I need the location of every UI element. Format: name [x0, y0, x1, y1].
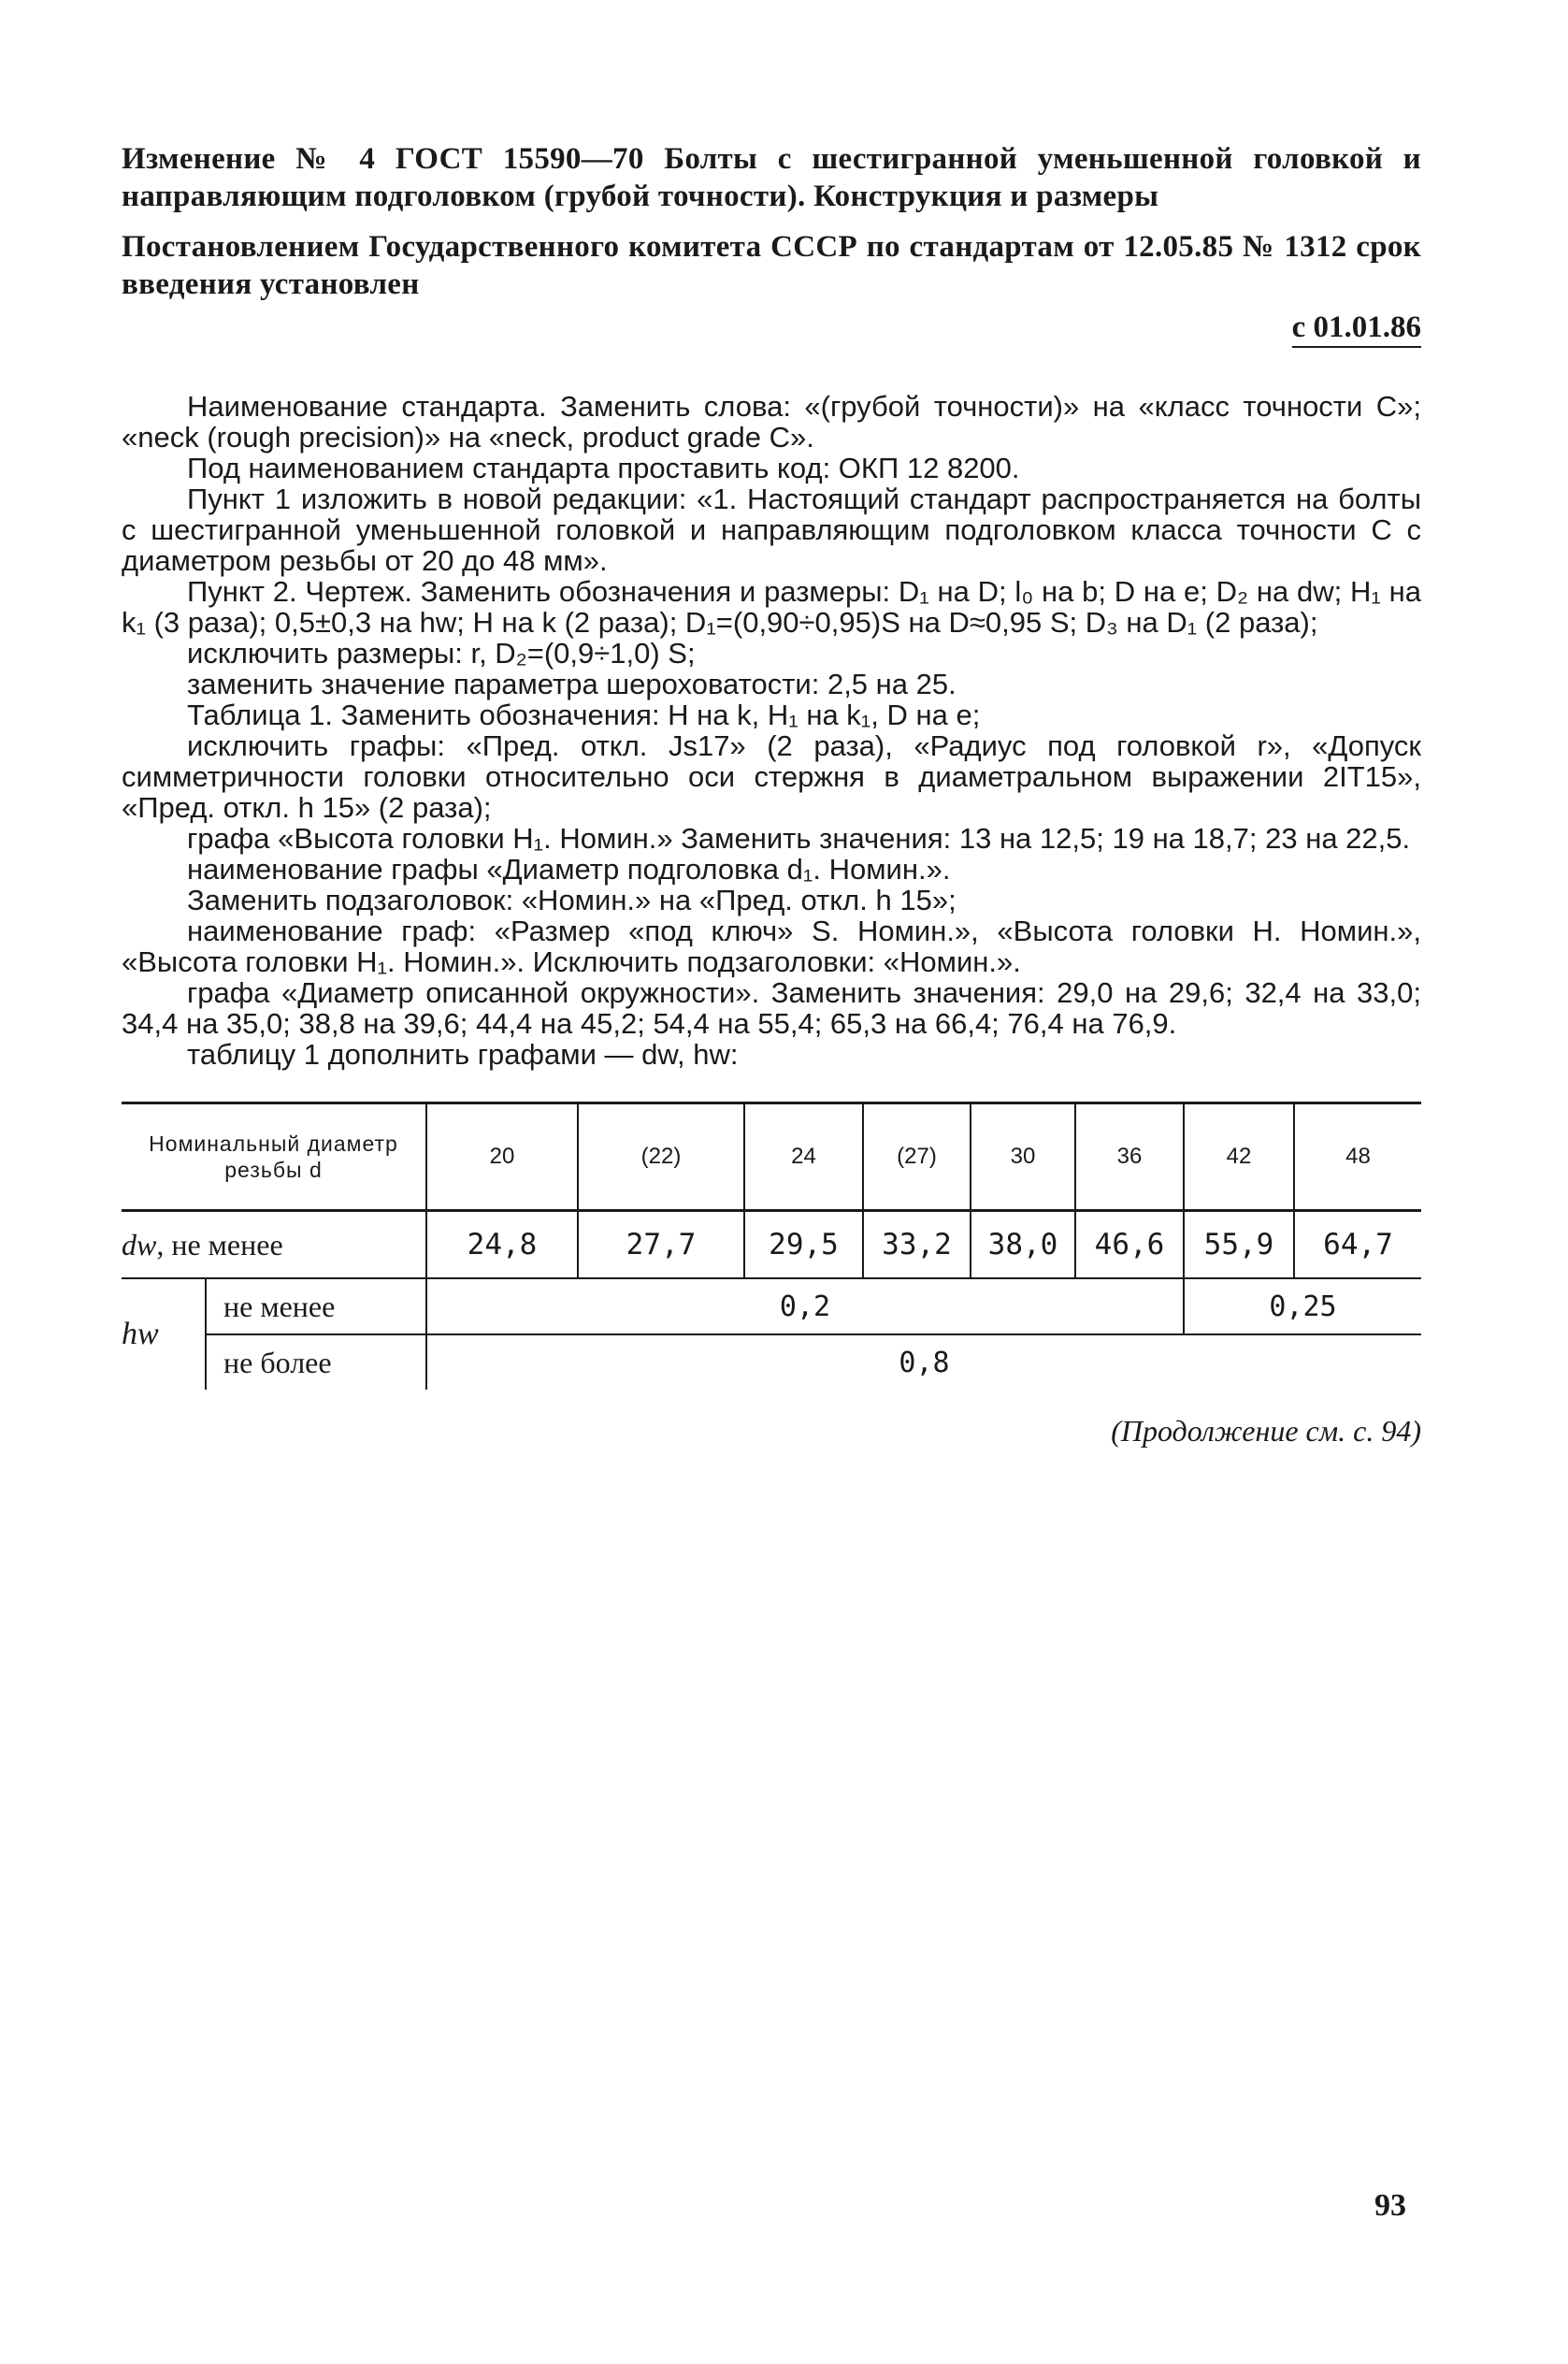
header-cell-diameter: 24	[744, 1103, 863, 1211]
header-cell-diameter: 36	[1075, 1103, 1184, 1211]
dimensions-table-wrapper	[122, 1102, 1421, 1390]
paragraph: таблицу 1 дополнить графами — dw, hw:	[187, 1038, 739, 1071]
header-cell-diameter: 30	[971, 1103, 1075, 1211]
effective-date-line	[122, 309, 1421, 346]
paragraph: наименование граф: «Размер «под ключ» S. Номин.», «Высота головки H. Номин.», «Высота головки H₁. Номин.». Исключить подзаголовки: «Номин.».	[122, 915, 1421, 978]
table-row-hw-max	[122, 1334, 1421, 1390]
header-cell-diameter: (27)	[863, 1103, 971, 1211]
document-page	[122, 140, 1421, 1449]
paragraph: Пункт 1 изложить в новой редакции: «1. Настоящий стандарт распространяется на болты с шестигранной уменьшенной головкой и направляющим подголовком класса точности С с диаметром резьбы от 20 до 48 мм».	[122, 483, 1421, 577]
paragraph: Пункт 2. Чертеж. Заменить обозначения и размеры: D₁ на D; l₀ на b; D на e; D₂ на dw; H₁ на k₁ (3 раза); 0,5±0,3 на hw; H на k (2 раза); D₁=(0,90÷0,95)S на D≈0,95 S; D₃ на D₁ (2 раза);	[122, 575, 1421, 639]
paragraph: исключить размеры: r, D₂=(0,9÷1,0) S;	[187, 637, 696, 670]
row-label-hw: hw	[122, 1278, 206, 1390]
amendment-body	[122, 391, 1421, 1070]
sub-label-max: не более	[206, 1334, 426, 1390]
continued-note: (Продолжение см. с. 94)	[1111, 1414, 1421, 1448]
table-cell: 33,2	[863, 1211, 971, 1279]
table-cell-merged: 0,8	[899, 1346, 950, 1379]
paragraph: графа «Высота головки H₁. Номин.» Заменить значения: 13 на 12,5; 19 на 18,7; 23 на 22,5.	[187, 822, 1411, 855]
paragraph: Таблица 1. Заменить обозначения: H на k, H₁ на k₁, D на e;	[187, 699, 981, 731]
table-cell-merged: 0,25	[1184, 1278, 1421, 1334]
effective-date: с 01.01.86	[1292, 310, 1421, 348]
table-cell: 24,8	[426, 1211, 578, 1279]
amendment-title: Изменение № 4 ГОСТ 15590—70 Болты с шестигранной уменьшенной головкой и направляющим подголовком (грубой точности). Конструкция и размеры	[122, 142, 1421, 213]
table-cell: 27,7	[578, 1211, 744, 1279]
sub-label-min: не менее	[206, 1278, 426, 1334]
table-row-hw-min	[122, 1278, 1421, 1334]
table-cell: 64,7	[1294, 1211, 1421, 1279]
table-header-row	[122, 1103, 1421, 1211]
paragraph: заменить значение параметра шероховатости: 2,5 на 25.	[187, 668, 957, 700]
dimensions-table	[122, 1102, 1421, 1390]
header-cell-nominal-diameter: Номинальный диаметр резьбы d	[122, 1103, 426, 1211]
dw-label-text: , не менее	[156, 1227, 283, 1261]
row-label-dw	[122, 1211, 426, 1279]
page-number: 93	[1374, 2188, 1406, 2223]
table-row-dw	[122, 1211, 1421, 1279]
decree-text: Постановлением Государственного комитета СССР по стандартам от 12.05.85 № 1312 срок введения установлен	[122, 230, 1421, 301]
dw-symbol: dw	[122, 1227, 157, 1261]
paragraph: графа «Диаметр описанной окружности». Заменить значения: 29,0 на 29,6; 32,4 на 33,0; 34,4 на 35,0; 38,8 на 39,6; 44,4 на 45,2; 54,4 на 55,4; 65,3 на 66,4; 76,4 на 76,9.	[122, 976, 1421, 1040]
table-cell: 46,6	[1075, 1211, 1184, 1279]
paragraph: Заменить подзаголовок: «Номин.» на «Пред. откл. h 15»;	[187, 884, 957, 916]
paragraph: исключить графы: «Пред. откл. Js17» (2 раза), «Радиус под головкой r», «Допуск симметричности головки относительно оси стержня в диаметральном выражении 2IT15», «Пред. откл. h 15» (2 раза);	[122, 729, 1421, 824]
paragraph: Под наименованием стандарта проставить код: ОКП 12 8200.	[187, 452, 1020, 484]
table-cell-merged: 0,2	[426, 1278, 1184, 1334]
header-cell-diameter: 42	[1184, 1103, 1294, 1211]
table-cell: 29,5	[744, 1211, 863, 1279]
paragraph: наименование графы «Диаметр подголовка d₁. Номин.».	[187, 853, 951, 886]
header-cell-diameter: (22)	[578, 1103, 744, 1211]
header-cell-diameter: 48	[1294, 1103, 1421, 1211]
header-cell-diameter: 20	[426, 1103, 578, 1211]
document-header	[122, 140, 1421, 303]
table-cell: 55,9	[1184, 1211, 1294, 1279]
table-cell: 38,0	[971, 1211, 1075, 1279]
paragraph: Наименование стандарта. Заменить слова: «(грубой точности)» на «класс точности С»; «neck (rough precision)» на «neck, product grade С».	[122, 390, 1421, 454]
